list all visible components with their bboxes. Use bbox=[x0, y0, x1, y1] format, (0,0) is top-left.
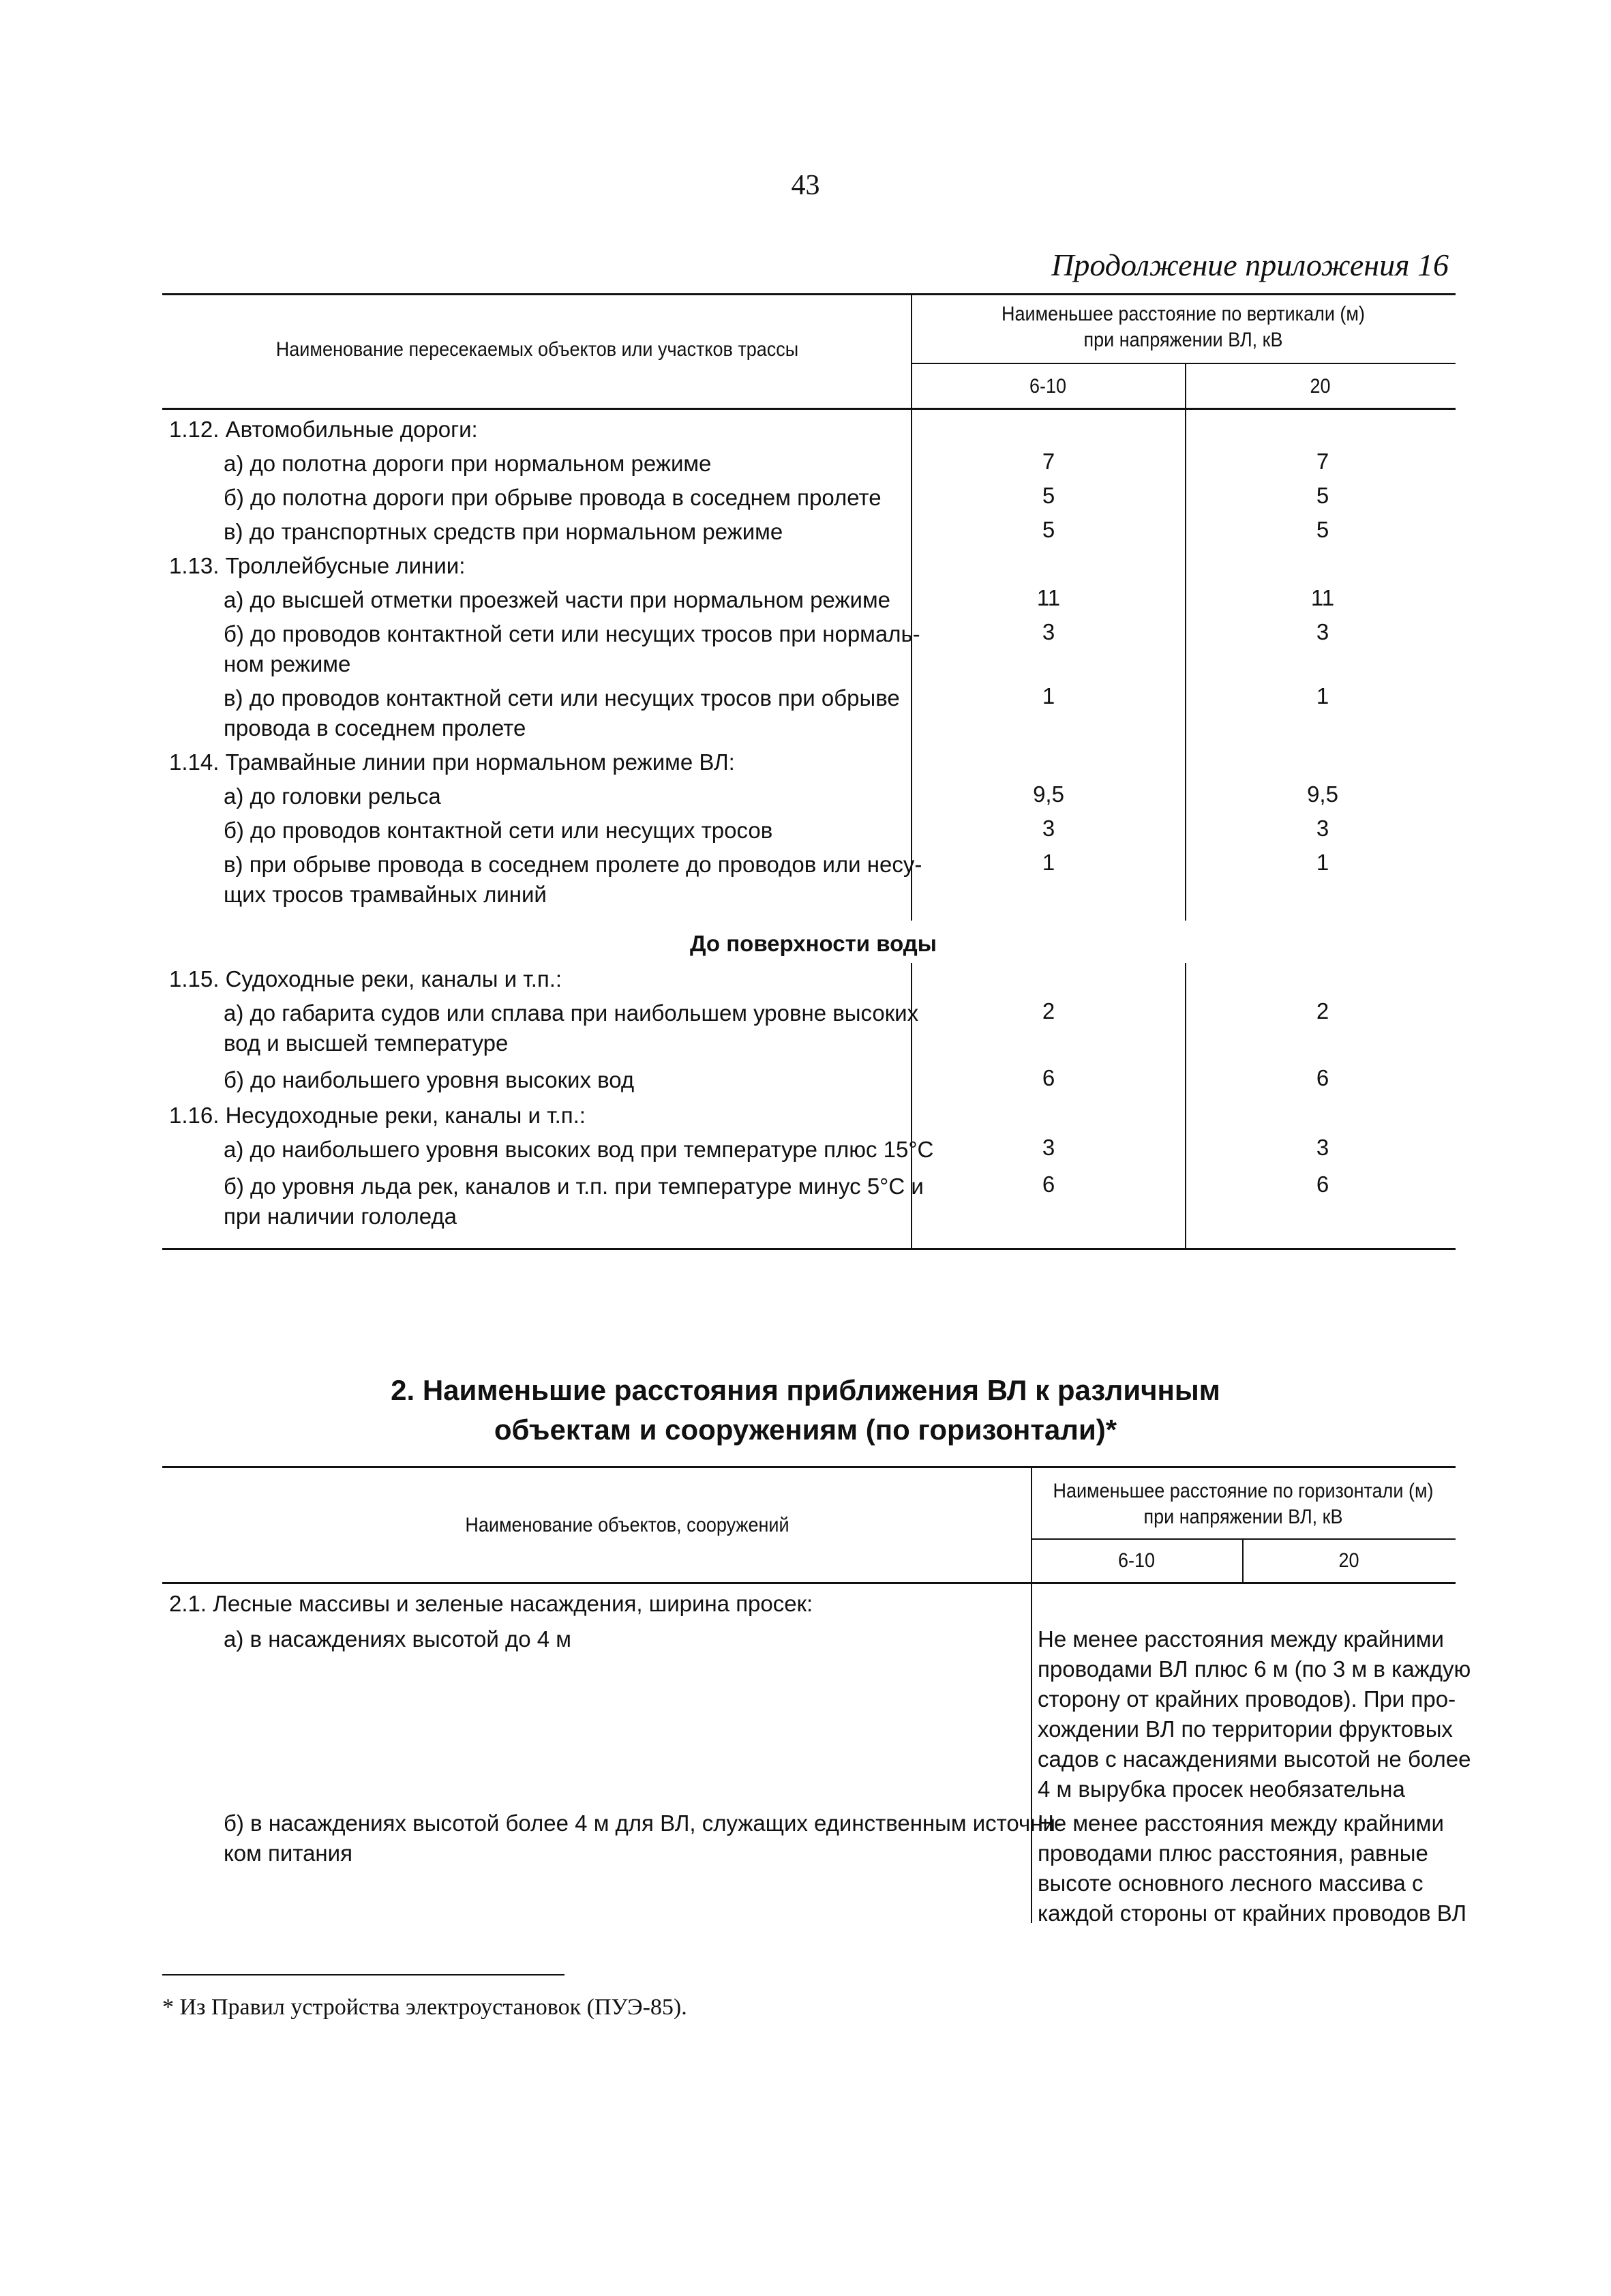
table1-header-name: Наименование пересекаемых объектов или участков трассы bbox=[275, 338, 799, 361]
continuation-label: Продолжение приложения 16 bbox=[1051, 248, 1449, 282]
table1-col-20: 20 bbox=[1310, 375, 1331, 398]
table-cell-6-10: 6 bbox=[1042, 1065, 1055, 1090]
table-row-label: 1.13. Троллейбусные линии: bbox=[169, 553, 466, 578]
table-cell-6-10: 3 bbox=[1042, 619, 1055, 644]
value-line: Не менее расстояния между крайними bbox=[1038, 1626, 1444, 1652]
table-row-label: а) до наибольшего уровня высоких вод при температуре плюс 15°С bbox=[224, 1137, 934, 1162]
value-line: проводами плюс расстояния, равные bbox=[1038, 1840, 1428, 1866]
table-row-label-cont: провода в соседнем пролете bbox=[224, 715, 526, 741]
table-row-label: 1.14. Трамвайные линии при нормальном режиме ВЛ: bbox=[169, 749, 735, 775]
table1-bottom-rule bbox=[162, 1248, 1456, 1250]
table2-col-6-10: 6-10 bbox=[1117, 1549, 1156, 1572]
value-line: каждой стороны от крайних проводов ВЛ bbox=[1038, 1900, 1466, 1926]
value-line: Не менее расстояния между крайними bbox=[1038, 1810, 1444, 1836]
table-cell-6-10: 1 bbox=[1042, 683, 1055, 709]
footnote: * Из Правил устройства электроустановок (ПУЭ-85). bbox=[162, 1995, 687, 2020]
table1-vline-1a bbox=[911, 293, 912, 921]
value-line: хождении ВЛ по территории фруктовых bbox=[1038, 1716, 1453, 1742]
table-row-label: 1.15. Судоходные реки, каналы и т.п.: bbox=[169, 966, 562, 992]
table-cell-20: 1 bbox=[1316, 850, 1329, 875]
table-row-label: б) до наибольшего уровня высоких вод bbox=[224, 1067, 635, 1092]
table-cell-20: 3 bbox=[1316, 619, 1329, 644]
table-cell-20: 6 bbox=[1316, 1065, 1329, 1090]
table-row-label-cont: вод и высшей температуре bbox=[224, 1030, 509, 1056]
table2-col-20: 20 bbox=[1338, 1549, 1359, 1572]
table-row-label: б) в насаждениях высотой более 4 м для ВЛ, служащих единственным источни- bbox=[224, 1810, 1063, 1836]
value-line: проводами ВЛ плюс 6 м (по 3 м в каждую bbox=[1038, 1656, 1471, 1682]
section-2-title-line1: 2. Наименьшие расстояния приближения ВЛ к различным bbox=[391, 1374, 1220, 1406]
page-number: 43 bbox=[791, 170, 820, 201]
table-row-label: в) до проводов контактной сети или несущих тросов при обрыве bbox=[224, 685, 900, 711]
table-cell-6-10: 6 bbox=[1042, 1172, 1055, 1197]
table-cell-6-10: 2 bbox=[1042, 998, 1055, 1024]
table2-row-b-value bbox=[1038, 1808, 1466, 1928]
table-cell-20: 3 bbox=[1316, 816, 1329, 841]
table-row-label: 1.12. Автомобильные дороги: bbox=[169, 417, 478, 442]
table2-vline-1 bbox=[1031, 1466, 1032, 1923]
table-row-label: в) при обрыве провода в соседнем пролете до проводов или несу- bbox=[224, 852, 922, 877]
table-cell-20: 3 bbox=[1316, 1135, 1329, 1160]
table-row-label: а) до высшей отметки проезжей части при нормальном режиме bbox=[224, 587, 890, 612]
table-row-label-cont: при наличии гололеда bbox=[224, 1204, 457, 1229]
table-cell-6-10: 1 bbox=[1042, 850, 1055, 875]
table-cell-20: 11 bbox=[1310, 585, 1335, 610]
table-row-label-cont: ном режиме bbox=[224, 651, 351, 676]
table-cell-6-10: 3 bbox=[1042, 816, 1055, 841]
table-row-label: 2.1. Лесные массивы и зеленые насаждения, ширина просек: bbox=[169, 1591, 813, 1616]
table-cell-20: 5 bbox=[1316, 483, 1329, 508]
table-cell-6-10: 11 bbox=[1036, 585, 1061, 610]
footnote-rule bbox=[162, 1974, 564, 1976]
table1-header-bottom-rule bbox=[162, 408, 1456, 410]
table-row-label: б) до проводов контактной сети или несущих тросов при нормаль- bbox=[224, 621, 920, 646]
table1-header-distance-line1: Наименьшее расстояние по вертикали (м) bbox=[1002, 303, 1365, 325]
value-line: сторону от крайних проводов). При про- bbox=[1038, 1686, 1456, 1712]
table-row-label: а) до габарита судов или сплава при наибольшем уровне высоких bbox=[224, 1000, 919, 1026]
table1-subheader-rule bbox=[911, 363, 1456, 364]
table2-header-bottom-rule bbox=[162, 1582, 1456, 1584]
table-cell-20: 9,5 bbox=[1307, 781, 1338, 807]
table1-top-rule bbox=[162, 293, 1456, 295]
table1-header-distance-line2: при напряжении ВЛ, кВ bbox=[1083, 329, 1283, 351]
table2-header-distance-line1: Наименьшее расстояние по горизонтали (м) bbox=[1053, 1480, 1434, 1502]
table-row-label: в) до транспортных средств при нормальном режиме bbox=[224, 519, 783, 544]
table1-col-6-10: 6-10 bbox=[1029, 375, 1067, 398]
table-row-label: а) в насаждениях высотой до 4 м bbox=[224, 1626, 571, 1652]
table-cell-6-10: 7 bbox=[1042, 449, 1055, 474]
table-cell-6-10: 5 bbox=[1042, 483, 1055, 508]
table-cell-6-10: 3 bbox=[1042, 1135, 1055, 1160]
table1-vline-2b bbox=[1185, 963, 1186, 1249]
value-line: высоте основного лесного массива с bbox=[1038, 1870, 1424, 1896]
value-line: садов с насаждениями высотой не более bbox=[1038, 1746, 1471, 1772]
table-row-label: б) до уровня льда рек, каналов и т.п. при температуре минус 5°С и bbox=[224, 1174, 924, 1199]
table2-top-rule bbox=[162, 1466, 1456, 1468]
table-row-label: а) до головки рельса bbox=[224, 784, 441, 809]
water-section-heading: До поверхности воды bbox=[690, 931, 937, 956]
table2-header-distance-line2: при напряжении ВЛ, кВ bbox=[1143, 1506, 1343, 1528]
table-cell-20: 7 bbox=[1316, 449, 1329, 474]
table-row-label: 1.16. Несудоходные реки, каналы и т.п.: bbox=[169, 1103, 586, 1128]
section-2-title-line2: объектам и сооружениям (по горизонтали)* bbox=[494, 1414, 1117, 1446]
table-cell-20: 5 bbox=[1316, 517, 1329, 542]
table-cell-6-10: 9,5 bbox=[1033, 781, 1064, 807]
table2-row-a-value bbox=[1038, 1624, 1471, 1804]
table-row-label: б) до проводов контактной сети или несущих тросов bbox=[224, 818, 773, 843]
table1-vline-2a bbox=[1185, 363, 1186, 921]
table-row-label-cont: ком питания bbox=[224, 1840, 352, 1866]
table2-vline-2 bbox=[1242, 1538, 1244, 1583]
table-cell-6-10: 5 bbox=[1042, 517, 1055, 542]
table-row-label-cont: щих тросов трамвайных линий bbox=[224, 882, 547, 907]
table2-header-name: Наименование объектов, сооружений bbox=[465, 1514, 789, 1536]
value-line: 4 м вырубка просек необязательна bbox=[1038, 1776, 1405, 1802]
table-row-label: б) до полотна дороги при обрыве провода в соседнем пролете bbox=[224, 485, 882, 510]
table-cell-20: 1 bbox=[1316, 683, 1329, 709]
table-cell-20: 2 bbox=[1316, 998, 1329, 1024]
section-2-title bbox=[0, 1371, 1611, 1450]
table-cell-20: 6 bbox=[1316, 1172, 1329, 1197]
table-row-label: а) до полотна дороги при нормальном режиме bbox=[224, 451, 712, 476]
